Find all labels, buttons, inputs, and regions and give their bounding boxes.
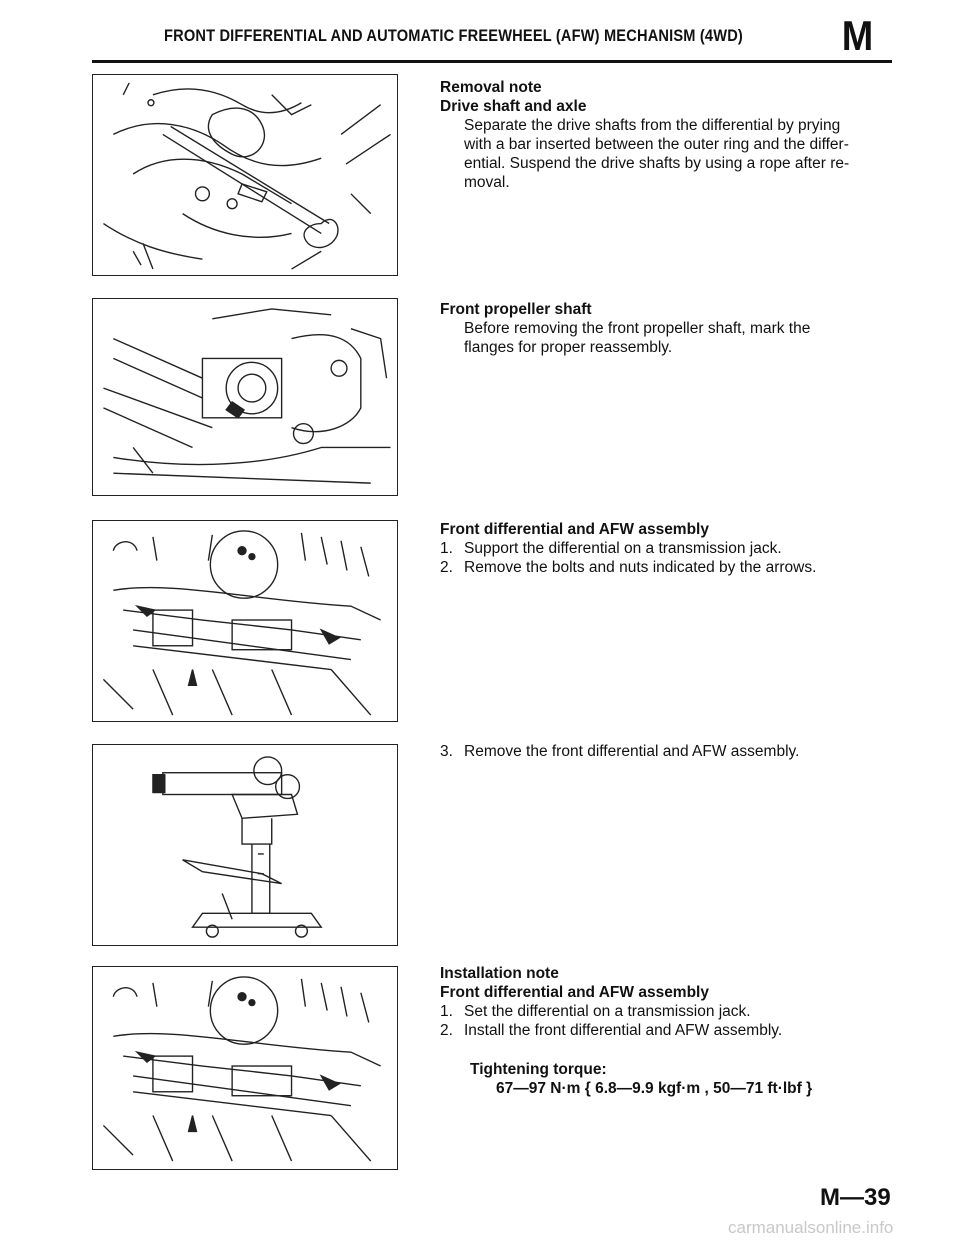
diff-removal-block [440, 520, 880, 577]
step-text: Remove the front differential and AFW assembly. [464, 743, 800, 760]
transmission-jack-illustration [93, 745, 397, 945]
installation-step-1 [440, 1002, 880, 1021]
drive-shaft-heading: Drive shaft and axle [440, 98, 587, 115]
step-text: Support the differential on a transmission jack. [464, 540, 782, 557]
step-text: Remove the bolts and nuts indicated by the arrows. [464, 559, 817, 576]
drive-shaft-line-1: Separate the drive shafts from the differential by prying [464, 117, 841, 134]
page-title: FRONT DIFFERENTIAL AND AUTOMATIC FREEWHEEL (AFW) MECHANISM (4WD) [164, 26, 743, 45]
figure-installation [92, 966, 398, 1170]
figure-drive-shaft-prying [92, 74, 398, 276]
figure-diff-bolts [92, 520, 398, 722]
installation-illustration [93, 967, 397, 1169]
drive-shaft-illustration [93, 75, 397, 275]
propeller-block [440, 300, 880, 357]
diff-removal-heading: Front differential and AFW assembly [440, 521, 709, 538]
step-number: 2. [440, 559, 453, 576]
propeller-line-1: Before removing the front propeller shaft, mark the [464, 320, 811, 337]
removal-note-block [440, 78, 880, 192]
propeller-shaft-illustration [93, 299, 397, 495]
diff-bolts-illustration [93, 521, 397, 721]
diff-removal-step-3-block [440, 742, 880, 761]
header-rule [92, 60, 892, 63]
step-text: Set the differential on a transmission jack. [464, 1003, 751, 1020]
torque-value: 67—97 N·m { 6.8—9.9 kgf·m , 50—71 ft·lbf } [496, 1080, 813, 1097]
installation-block [440, 964, 880, 1098]
section-letter: M [841, 12, 874, 59]
diff-removal-step-3 [440, 742, 880, 761]
step-number: 1. [440, 540, 453, 557]
drive-shaft-line-2: with a bar inserted between the outer ring and the differ- [464, 136, 849, 153]
page-number: M—39 [820, 1184, 891, 1211]
installation-step-2 [440, 1021, 880, 1040]
installation-heading: Installation note [440, 965, 559, 982]
diff-removal-step-1 [440, 539, 880, 558]
diff-removal-step-2 [440, 558, 880, 577]
step-text: Install the front differential and AFW assembly. [464, 1022, 783, 1039]
step-number: 3. [440, 743, 453, 760]
drive-shaft-line-4: moval. [464, 174, 510, 191]
removal-note-heading: Removal note [440, 79, 542, 96]
installation-subheading: Front differential and AFW assembly [440, 984, 709, 1001]
watermark-text: carmanualsonline.info [728, 1218, 894, 1237]
figure-transmission-jack [92, 744, 398, 946]
propeller-line-2: flanges for proper reassembly. [464, 339, 673, 356]
propeller-heading: Front propeller shaft [440, 301, 592, 318]
page-header [92, 12, 892, 59]
figure-propeller-shaft [92, 298, 398, 496]
step-number: 1. [440, 1003, 453, 1020]
drive-shaft-line-3: ential. Suspend the drive shafts by using a rope after re- [464, 155, 850, 172]
step-number: 2. [440, 1022, 453, 1039]
torque-label: Tightening torque: [470, 1061, 607, 1078]
